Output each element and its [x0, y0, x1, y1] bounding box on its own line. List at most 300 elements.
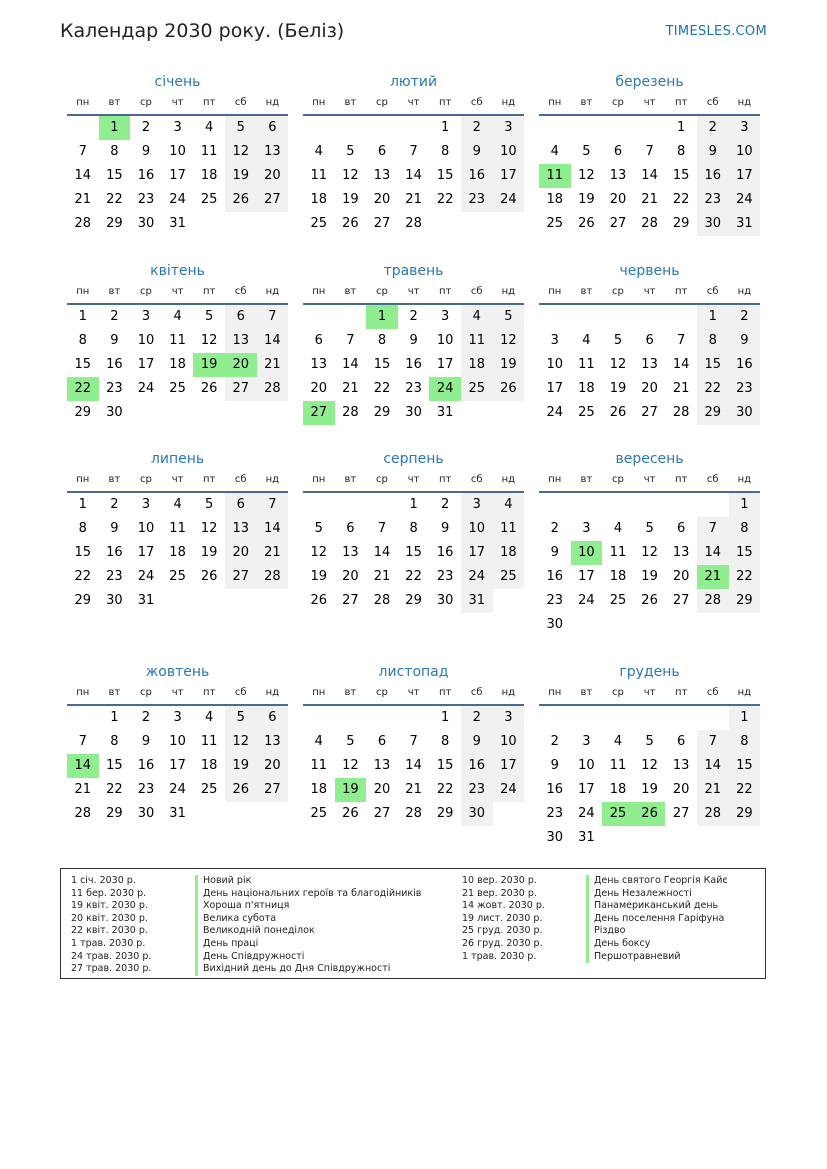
day-cell: 25	[200, 192, 218, 207]
legend-entry	[71, 938, 421, 951]
day-cell: 21	[342, 381, 359, 396]
weekday-label: нд	[265, 687, 280, 698]
day-cell: 18	[310, 782, 328, 797]
weekday-label: сб	[470, 474, 483, 485]
day-cell: 20	[641, 381, 658, 396]
empty-day-cell	[634, 706, 666, 730]
day-cell: 23	[137, 782, 155, 797]
day-cell: 8	[677, 144, 686, 159]
weekday-label: вт	[108, 474, 121, 485]
day-cell: 17	[169, 168, 186, 183]
day-cell: 8	[78, 521, 87, 536]
day-cell: 15	[436, 758, 454, 773]
day-cell: 22	[373, 381, 391, 396]
weekend-day-cell: 7	[697, 730, 729, 754]
day-cell: 16	[546, 782, 564, 797]
legend-entry	[71, 913, 421, 926]
day-cell: 11	[578, 357, 595, 372]
weekday-label: вт	[580, 97, 593, 108]
day-cell: 9	[141, 144, 151, 159]
day-cell: 2	[110, 497, 119, 512]
weekday-label: нд	[737, 286, 752, 297]
site-link[interactable]: TIMESLES.COM	[665, 24, 767, 39]
empty-day-cell	[634, 305, 666, 329]
day-cell: 3	[173, 120, 182, 135]
weekend-day-cell: 1	[697, 305, 729, 329]
weekend-day-cell: 8	[729, 517, 761, 541]
holiday-name: Новий рік	[195, 875, 251, 888]
day-cell: 15	[373, 357, 391, 372]
day-cell: 2	[550, 734, 559, 749]
day-cell: 1	[78, 309, 87, 324]
weekday-header	[67, 469, 288, 493]
weekend-day-cell: 11	[493, 517, 525, 541]
weekday-label: нд	[501, 97, 516, 108]
weekend-day-cell: 12	[225, 140, 257, 164]
holiday-date: 24 трав. 2030 р.	[71, 950, 152, 962]
weekend-day-cell: 29	[729, 802, 761, 826]
day-cell: 5	[582, 144, 591, 159]
weekend-day-cell: 14	[697, 754, 729, 778]
weekday-label: пт	[674, 474, 688, 485]
weekday-header	[539, 92, 760, 116]
day-cell: 25	[310, 216, 328, 231]
weekend-day-cell: 17	[493, 754, 525, 778]
holiday-day-cell: 14	[67, 754, 99, 778]
day-cell: 30	[546, 830, 564, 845]
weekday-header	[303, 92, 524, 116]
weekday-label: ср	[612, 286, 624, 297]
day-cell: 15	[106, 758, 123, 773]
day-cell: 12	[310, 545, 328, 560]
weekend-day-cell: 8	[697, 329, 729, 353]
month-calendar	[303, 261, 524, 425]
day-cell: 5	[645, 521, 654, 536]
day-cell: 30	[137, 216, 155, 231]
month-calendar	[539, 261, 760, 425]
day-cell: 29	[436, 806, 454, 821]
weekend-day-cell: 16	[461, 754, 493, 778]
day-cell: 27	[373, 806, 391, 821]
day-cell: 7	[409, 144, 418, 159]
day-cell: 7	[677, 333, 686, 348]
weekday-label: пт	[438, 286, 452, 297]
weekend-day-cell: 11	[461, 329, 493, 353]
weekend-day-cell: 12	[225, 730, 257, 754]
weekday-label: пт	[202, 687, 216, 698]
day-cell: 14	[342, 357, 359, 372]
weekday-label: вт	[344, 474, 357, 485]
day-cell: 26	[609, 405, 627, 420]
day-cell: 14	[405, 168, 422, 183]
day-cell: 25	[578, 405, 595, 420]
weekday-label: чт	[643, 474, 656, 485]
holiday-day-cell: 19	[335, 778, 367, 802]
empty-day-cell	[539, 493, 571, 517]
weekday-label: пн	[76, 687, 90, 698]
month-calendar	[67, 72, 288, 236]
weekday-label: вт	[344, 97, 357, 108]
holiday-date: 14 жовт. 2030 р.	[462, 900, 545, 912]
weekend-day-cell: 23	[461, 188, 493, 212]
day-cell: 4	[314, 144, 323, 159]
empty-day-cell	[303, 305, 335, 329]
holiday-name: День боксу	[586, 938, 650, 951]
weekday-label: пт	[438, 97, 452, 108]
empty-day-cell	[67, 116, 99, 140]
month-name: грудень	[619, 664, 680, 680]
day-cell: 7	[409, 734, 418, 749]
day-cell: 14	[405, 758, 422, 773]
month-name: серпень	[383, 451, 444, 467]
days-grid	[303, 305, 524, 425]
day-cell: 23	[405, 381, 422, 396]
day-cell: 25	[169, 569, 186, 584]
month-calendar	[303, 72, 524, 236]
weekday-label: пн	[312, 97, 326, 108]
day-cell: 29	[106, 216, 123, 231]
weekday-label: пн	[76, 97, 90, 108]
weekday-label: сб	[470, 97, 483, 108]
holiday-day-cell: 27	[303, 401, 335, 425]
empty-day-cell	[697, 706, 729, 730]
legend-entry	[71, 963, 421, 976]
empty-day-cell	[571, 116, 603, 140]
weekday-label: сб	[234, 286, 247, 297]
legend-entry	[71, 925, 421, 938]
weekend-day-cell: 15	[729, 754, 761, 778]
holiday-name: Першотравневий	[586, 951, 681, 964]
weekday-label: нд	[501, 286, 516, 297]
empty-day-cell	[602, 116, 634, 140]
day-cell: 9	[550, 545, 559, 560]
weekday-label: ср	[140, 97, 152, 108]
day-cell: 13	[672, 545, 690, 560]
empty-day-cell	[697, 493, 729, 517]
weekend-day-cell: 9	[461, 140, 493, 164]
holiday-date: 1 трав. 2030 р.	[462, 950, 537, 962]
empty-day-cell	[665, 305, 697, 329]
weekend-day-cell: 20	[225, 541, 257, 565]
day-cell: 23	[106, 569, 123, 584]
day-cell: 20	[373, 192, 391, 207]
day-cell: 5	[346, 144, 355, 159]
day-cell: 16	[436, 545, 454, 560]
weekend-day-cell: 19	[225, 754, 257, 778]
weekend-day-cell: 20	[257, 164, 289, 188]
day-cell: 12	[641, 545, 658, 560]
weekday-label: пн	[76, 286, 90, 297]
weekday-label: ср	[612, 474, 624, 485]
weekday-label: пт	[674, 687, 688, 698]
weekend-day-cell: 29	[729, 589, 761, 613]
legend-entry	[462, 951, 728, 964]
weekend-day-cell: 17	[461, 541, 493, 565]
weekend-day-cell: 15	[729, 541, 761, 565]
day-cell: 24	[137, 569, 155, 584]
weekend-day-cell: 27	[257, 778, 289, 802]
day-cell: 8	[441, 734, 450, 749]
day-cell: 29	[672, 216, 690, 231]
day-cell: 16	[106, 545, 123, 560]
empty-day-cell	[366, 493, 398, 517]
weekend-day-cell: 13	[257, 730, 289, 754]
day-cell: 2	[409, 309, 418, 324]
weekday-label: вт	[344, 286, 357, 297]
day-cell: 21	[74, 192, 92, 207]
day-cell: 5	[205, 497, 214, 512]
weekday-label: вт	[108, 687, 121, 698]
holiday-name: Велика субота	[195, 913, 276, 926]
day-cell: 15	[106, 168, 123, 183]
day-cell: 17	[169, 758, 186, 773]
day-cell: 30	[106, 405, 123, 420]
day-cell: 22	[106, 782, 123, 797]
month-name: лютий	[389, 74, 438, 90]
weekday-label: чт	[171, 474, 184, 485]
day-cell: 1	[78, 497, 87, 512]
month-calendar	[539, 449, 760, 637]
weekday-label: чт	[407, 474, 420, 485]
weekend-day-cell: 3	[461, 493, 493, 517]
day-cell: 25	[310, 806, 328, 821]
holiday-date: 25 груд. 2030 р.	[462, 925, 543, 937]
weekend-day-cell: 7	[697, 517, 729, 541]
day-cell: 18	[310, 192, 328, 207]
day-cell: 7	[78, 144, 87, 159]
day-cell: 7	[377, 521, 387, 536]
empty-day-cell	[398, 706, 430, 730]
day-cell: 21	[405, 192, 422, 207]
day-cell: 15	[74, 357, 92, 372]
day-cell: 11	[169, 521, 186, 536]
weekday-label: пн	[548, 687, 562, 698]
day-cell: 3	[173, 710, 182, 725]
day-cell: 9	[110, 521, 119, 536]
weekend-day-cell: 9	[729, 329, 761, 353]
day-cell: 21	[373, 569, 391, 584]
empty-day-cell	[665, 493, 697, 517]
holiday-name: Великодній понеділок	[195, 925, 315, 938]
weekday-label: чт	[643, 286, 656, 297]
day-cell: 27	[672, 593, 690, 608]
day-cell: 12	[342, 168, 359, 183]
weekend-day-cell: 2	[697, 116, 729, 140]
day-cell: 11	[310, 758, 328, 773]
day-cell: 6	[346, 521, 355, 536]
day-cell: 2	[141, 710, 151, 725]
day-cell: 13	[373, 168, 391, 183]
day-cell: 25	[609, 593, 627, 608]
day-cell: 23	[106, 381, 123, 396]
legend-entry	[71, 888, 421, 901]
weekend-day-cell: 26	[225, 778, 257, 802]
holiday-name: Різдво	[586, 925, 625, 938]
weekday-label: нд	[501, 687, 516, 698]
day-cell: 5	[613, 333, 623, 348]
day-cell: 14	[672, 357, 690, 372]
empty-day-cell	[335, 305, 367, 329]
weekend-day-cell: 15	[697, 353, 729, 377]
day-cell: 11	[609, 545, 627, 560]
weekend-day-cell: 2	[461, 116, 493, 140]
day-cell: 21	[74, 782, 92, 797]
weekend-day-cell: 14	[257, 329, 289, 353]
day-cell: 4	[314, 734, 323, 749]
weekday-header	[303, 281, 524, 305]
day-cell: 3	[141, 497, 151, 512]
day-cell: 15	[436, 168, 454, 183]
day-cell: 1	[441, 120, 450, 135]
day-cell: 11	[169, 333, 186, 348]
holiday-legend	[60, 868, 766, 979]
day-cell: 8	[110, 144, 119, 159]
day-cell: 20	[342, 569, 359, 584]
day-cell: 31	[169, 216, 186, 231]
day-cell: 6	[377, 144, 387, 159]
day-cell: 7	[78, 734, 87, 749]
weekday-label: ср	[376, 97, 388, 108]
day-cell: 26	[342, 216, 359, 231]
weekday-label: ср	[376, 687, 388, 698]
weekday-label: чт	[171, 687, 184, 698]
weekend-day-cell: 20	[257, 754, 289, 778]
day-cell: 6	[645, 333, 654, 348]
day-cell: 8	[441, 144, 450, 159]
day-cell: 20	[672, 569, 690, 584]
empty-day-cell	[539, 305, 571, 329]
day-cell: 26	[641, 593, 658, 608]
empty-day-cell	[303, 116, 335, 140]
day-cell: 10	[169, 144, 186, 159]
weekend-day-cell: 27	[257, 188, 289, 212]
day-cell: 16	[546, 569, 564, 584]
weekend-day-cell: 5	[493, 305, 525, 329]
weekend-day-cell: 17	[729, 164, 761, 188]
day-cell: 30	[405, 405, 422, 420]
empty-day-cell	[539, 706, 571, 730]
day-cell: 29	[373, 405, 391, 420]
day-cell: 2	[441, 497, 450, 512]
weekend-day-cell: 31	[729, 212, 761, 236]
day-cell: 10	[436, 333, 454, 348]
day-cell: 7	[645, 144, 654, 159]
weekday-label: нд	[737, 474, 752, 485]
day-cell: 20	[609, 192, 627, 207]
empty-day-cell	[665, 706, 697, 730]
day-cell: 22	[436, 192, 454, 207]
legend-entry	[71, 951, 421, 964]
day-cell: 16	[137, 758, 155, 773]
holiday-name: День національних героїв та благодійників	[195, 888, 421, 901]
day-cell: 19	[578, 192, 595, 207]
day-cell: 14	[641, 168, 658, 183]
weekday-label: чт	[407, 286, 420, 297]
day-cell: 28	[641, 216, 658, 231]
weekend-day-cell: 3	[729, 116, 761, 140]
day-cell: 12	[609, 357, 627, 372]
day-cell: 27	[609, 216, 627, 231]
weekend-day-cell: 28	[697, 802, 729, 826]
empty-day-cell	[634, 493, 666, 517]
weekday-label: пт	[202, 474, 216, 485]
day-cell: 9	[550, 758, 559, 773]
month-calendar	[539, 662, 760, 850]
day-cell: 4	[173, 309, 182, 324]
holiday-date: 21 вер. 2030 р.	[462, 887, 537, 899]
day-cell: 31	[137, 593, 155, 608]
weekday-label: пн	[548, 97, 562, 108]
empty-day-cell	[366, 116, 398, 140]
weekend-day-cell: 13	[225, 517, 257, 541]
weekend-day-cell: 5	[225, 706, 257, 730]
day-cell: 21	[405, 782, 422, 797]
weekend-day-cell: 10	[729, 140, 761, 164]
day-cell: 8	[377, 333, 387, 348]
weekend-day-cell: 14	[697, 541, 729, 565]
day-cell: 29	[74, 593, 92, 608]
weekend-day-cell: 24	[493, 778, 525, 802]
weekday-label: сб	[470, 286, 483, 297]
weekend-day-cell: 6	[257, 706, 289, 730]
weekend-day-cell: 9	[461, 730, 493, 754]
day-cell: 28	[373, 593, 391, 608]
weekend-day-cell: 18	[461, 353, 493, 377]
weekend-day-cell: 2	[729, 305, 761, 329]
day-cell: 10	[137, 333, 155, 348]
days-grid	[539, 305, 760, 425]
day-cell: 25	[546, 216, 564, 231]
day-cell: 3	[550, 333, 559, 348]
weekday-label: сб	[706, 474, 719, 485]
empty-day-cell	[67, 706, 99, 730]
weekend-day-cell: 6	[225, 305, 257, 329]
day-cell: 5	[314, 521, 323, 536]
day-cell: 13	[641, 357, 658, 372]
weekday-label: сб	[706, 687, 719, 698]
weekend-day-cell: 22	[729, 565, 761, 589]
weekend-day-cell: 28	[697, 589, 729, 613]
weekend-day-cell: 4	[493, 493, 525, 517]
holiday-day-cell: 26	[634, 802, 666, 826]
day-cell: 10	[578, 758, 595, 773]
holiday-name: День святого Георгія Кайє	[586, 875, 728, 888]
weekend-day-cell: 27	[225, 377, 257, 401]
day-cell: 29	[74, 405, 92, 420]
day-cell: 23	[546, 593, 564, 608]
weekday-label: сб	[470, 687, 483, 698]
holiday-day-cell: 10	[571, 541, 603, 565]
day-cell: 24	[578, 806, 595, 821]
day-cell: 10	[137, 521, 155, 536]
day-cell: 27	[672, 806, 690, 821]
weekend-day-cell: 3	[493, 706, 525, 730]
day-cell: 24	[137, 381, 155, 396]
empty-day-cell	[571, 706, 603, 730]
empty-day-cell	[602, 305, 634, 329]
day-cell: 17	[436, 357, 454, 372]
day-cell: 5	[346, 734, 355, 749]
empty-day-cell	[634, 116, 666, 140]
day-cell: 25	[200, 782, 218, 797]
day-cell: 22	[672, 192, 690, 207]
day-cell: 29	[106, 806, 123, 821]
day-cell: 6	[314, 333, 323, 348]
day-cell: 27	[373, 216, 391, 231]
weekday-header	[303, 469, 524, 493]
day-cell: 22	[74, 569, 92, 584]
day-cell: 19	[641, 569, 658, 584]
